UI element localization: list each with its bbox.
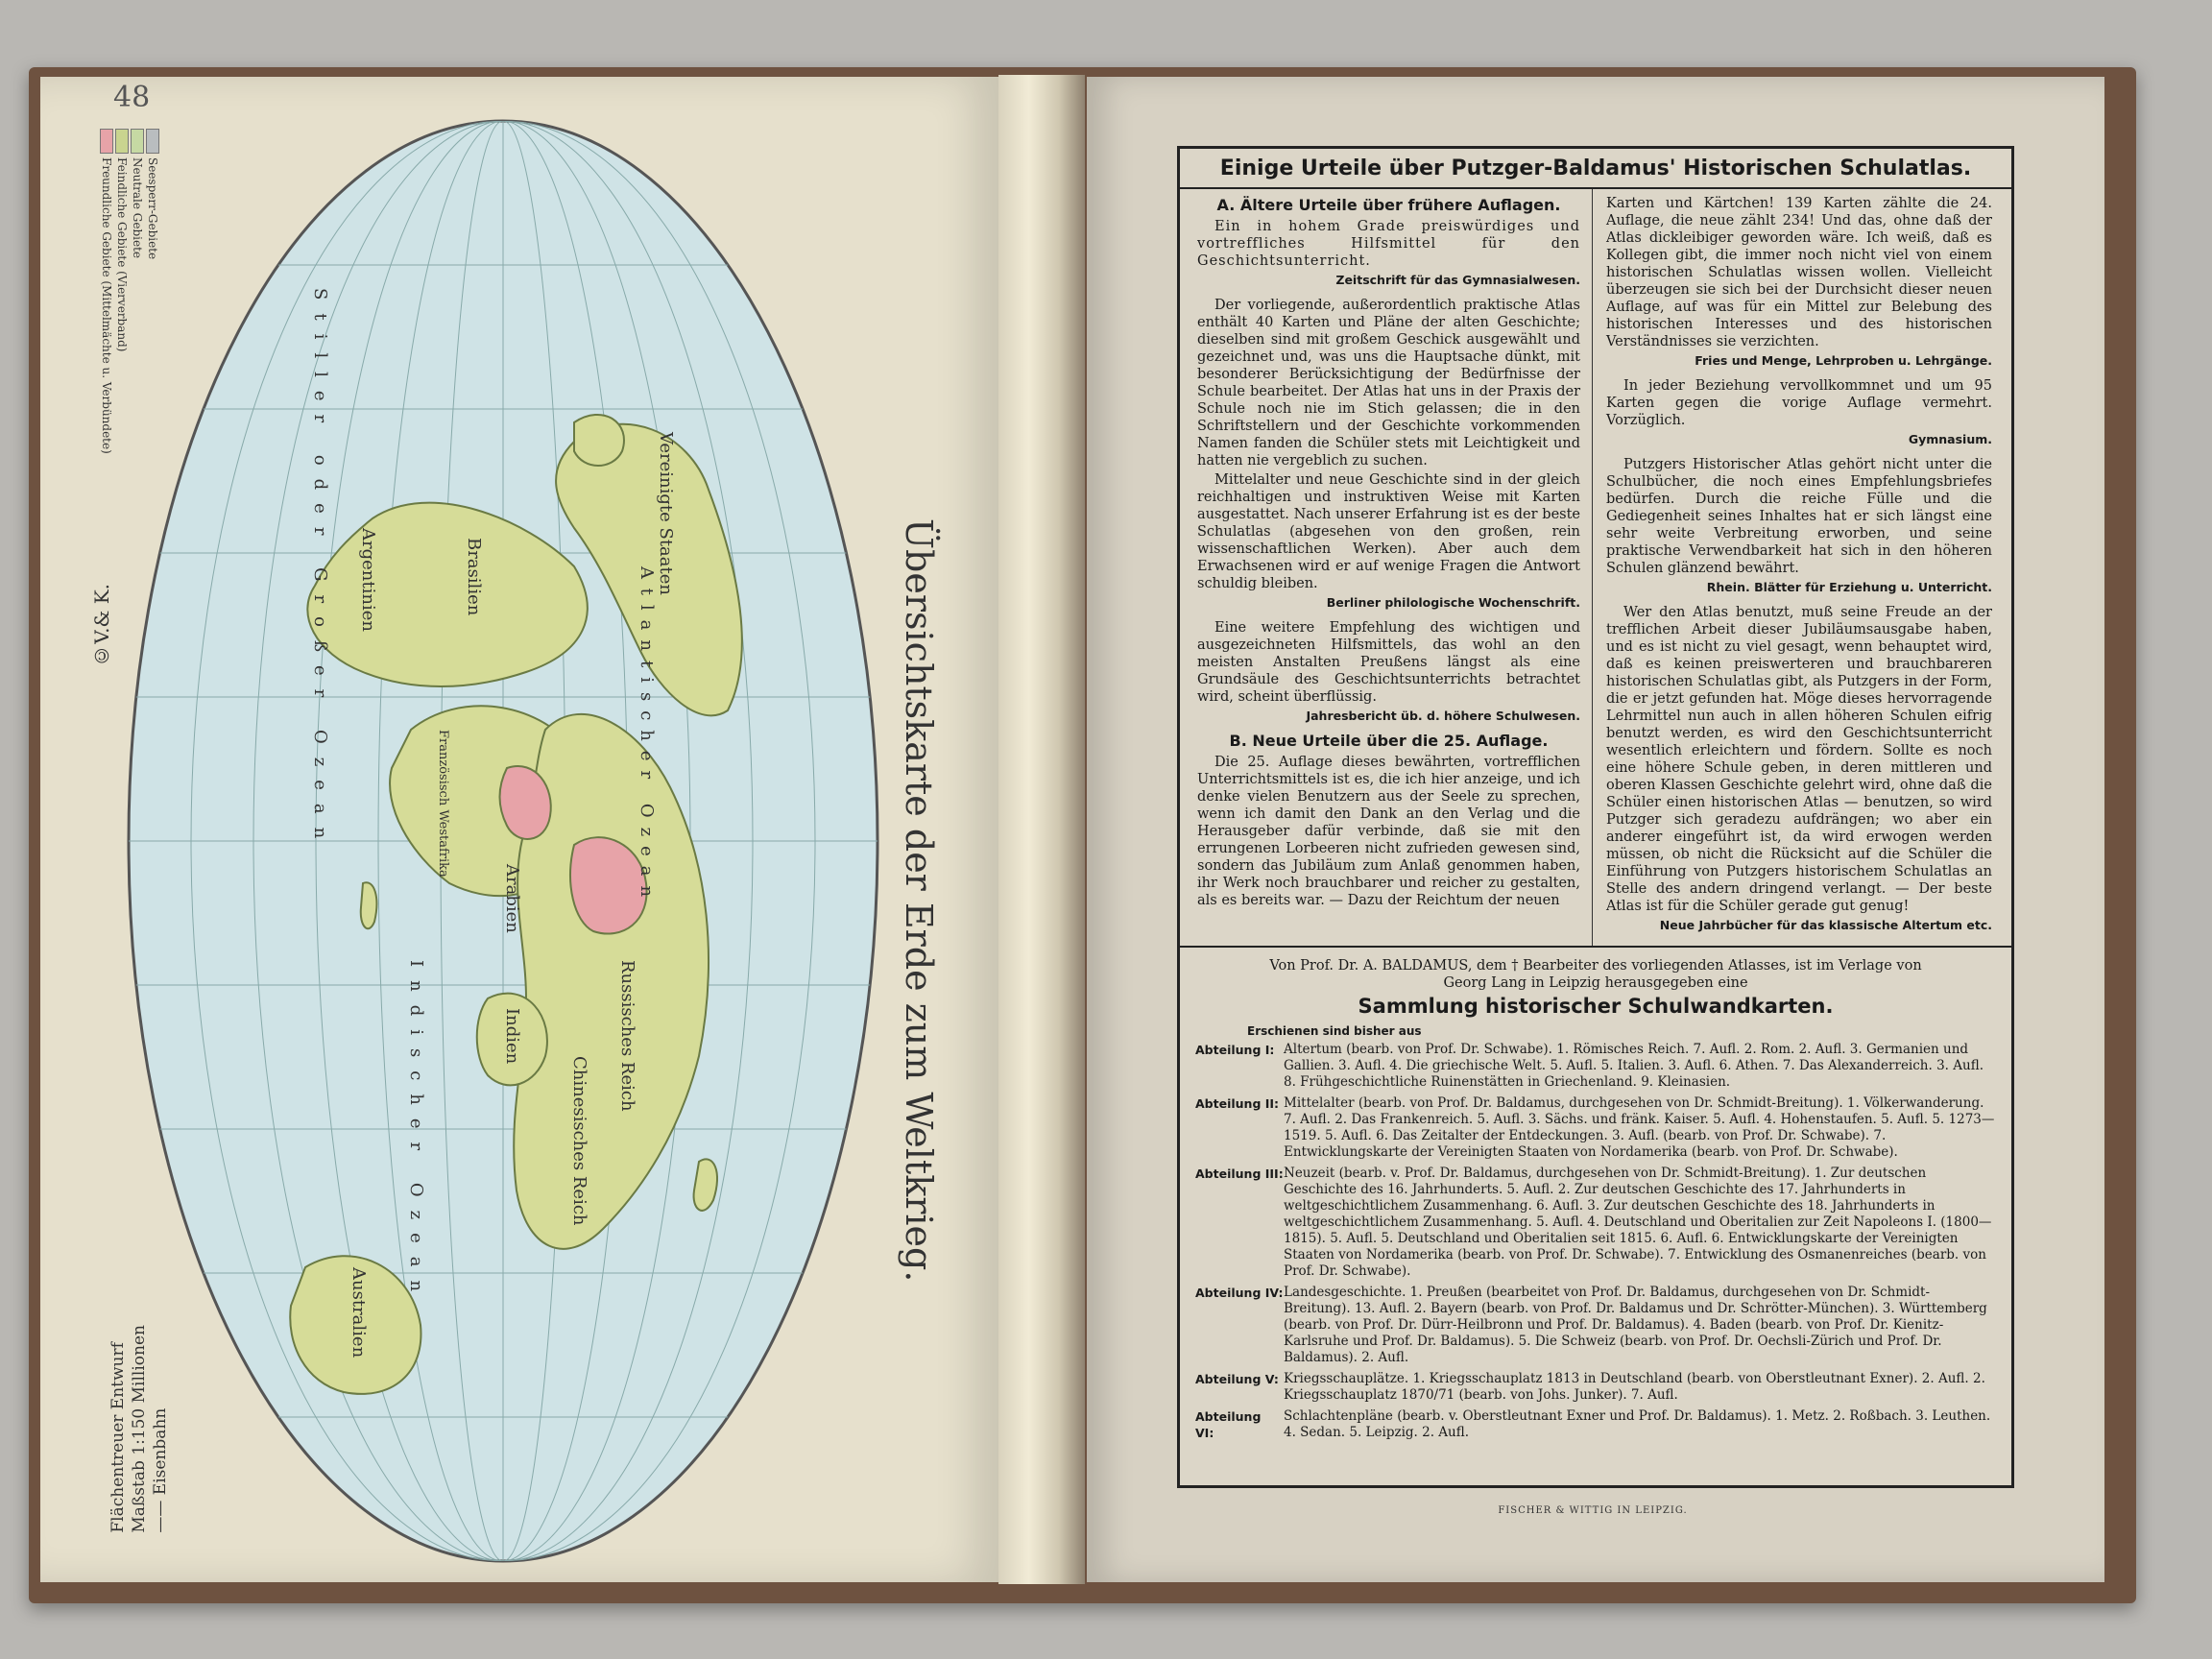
abteilung-entry: [1195, 1285, 1996, 1366]
book-gutter: [998, 75, 1085, 1584]
review-source: Zeitschrift für das Gymnasialwesen.: [1335, 273, 1580, 287]
abteilung-text: Kriegsschauplätze. 1. Kriegsschauplatz 1813 in Deutschland (bearb. von Oberstleutnant Exner). 2. Aufl. 2. Kriegsschauplatz 1870/71 (bearb. von Johs. Junker). 7. Aufl.: [1284, 1371, 1985, 1403]
review-text: Putzgers Historischer Atlas gehört nicht unter die Schulbücher, die noch eines Empfehlungsbriefes bedürfen. Durch die reiche Fülle und die Gediegenheit seines Inhaltes hat er sich längst eine sehr weite Verbreitung erworben, und seine praktische Verwendbarkeit hat sich in den höheren Schulen glänzend bewährt.: [1606, 457, 1992, 576]
abteilung-label: Abteilung II:: [1195, 1096, 1280, 1111]
abteilung-entry: [1195, 1371, 1996, 1404]
map-label: Französisch Westafrika: [436, 730, 450, 878]
published-so-far: Erschienen sind bisher aus: [1247, 1024, 1422, 1038]
legend-swatch: [100, 129, 113, 154]
map-label: Australien: [349, 1267, 369, 1358]
card-title: Einige Urteile über Putzger-Baldamus' Historischen Schulatlas.: [1219, 156, 1972, 180]
map-label: Russisches Reich: [617, 960, 637, 1112]
map-label: Arabien: [502, 864, 522, 933]
scale-line: Flächentreuer Entwurf: [108, 1342, 128, 1533]
wall-maps-section: [1180, 948, 2011, 1455]
review-source: Berliner philologische Wochenschrift.: [1326, 595, 1580, 610]
map-scale-note: [108, 1325, 171, 1533]
abteilung-label: Abteilung III:: [1195, 1166, 1284, 1181]
review-source: Fries und Menge, Lehrproben u. Lehrgänge.: [1695, 353, 1992, 368]
review-text: Wer den Atlas benutzt, muß seine Freude an der trefflichen Arbeit dieser Jubiläumsausgabe haben, und es ist nicht zu viel gesagt, wenn behauptet wird, daß es keinen preiswerteren und brauchbareren historischen Schulatlas gibt, als Putzgers in der Form, die er jetzt gefunden hat. Möge dieses hervorragende Lehrmittel nun auch in allen höheren Schulen eifrig benutzt werden, es wird den Geschichtsunterricht wesentlich erleichtern und fördern. Sollte es noch eine höhere Schule geben, in deren mittleren und oberen Klassen Geschichte gelehrt wird, ohne daß die Schüler einen historischen Atlas — benutzen, so wird Putzger sich geradezu aufdrängen; wo aber ein anderer eingeführt ist, da wird erwogen werden müssen, ob nicht die Rücksicht auf die Schüler die Einführung von Putzgers historischem Schulatlas an Stelle des andern dringend verlangt. — Der beste Atlas ist für die Schüler gerade gut genug!: [1606, 605, 1992, 914]
map-label: Brasilien: [464, 538, 484, 616]
copyright-mark: ©V.& K.: [90, 584, 113, 667]
reviews-right-column: [1593, 189, 2006, 946]
legend-label: Freundliche Gebiete (Mittelmächte u. Verbündete): [100, 157, 113, 454]
publisher-intro: Von Prof. Dr. A. BALDAMUS, dem † Bearbeiter des vorliegenden Atlasses, ist im Verlage von: [1269, 958, 1922, 974]
abteilung-text: Neuzeit (bearb. v. Prof. Dr. Baldamus, durchgesehen von Dr. Schmidt-Breitung). 1. Zur deutschen Geschichte des 16. Jahrhunderts. 5. Aufl. 2. Zur deutschen Geschichte des 17. Jahrhunderts in weltgeschichtlichem Zusammenhang. 6. Aufl. 3. Zur deutschen Geschichte des 18. Jahrhunderts in weltgeschichtlichem Zusammenhang. 5. Aufl. 4. Deutschland und Oberitalien zur Zeit Napoleons I. (1800—1815). 5. Aufl. 5. Deutschland und Oberitalien seit 1815. 6. Aufl. 6. Entwicklungskarte der Vereinigten Staaten von Nordamerika (bearb. von Prof. Dr. Schwabe). 7. Entwicklung des Osmanenreiches (bearb. von Prof. Dr. Schwabe).: [1284, 1166, 1992, 1279]
map-label: Vereinigte Staaten: [656, 432, 676, 595]
map-label: Atlantischer Ozean: [637, 566, 657, 907]
greenland: [574, 415, 624, 466]
review-source: Gymnasium.: [1908, 432, 1992, 446]
review-text: In jeder Beziehung vervollkommnet und um 95 Karten gegen die vorige Auflage vermehrt. Vorzüglich.: [1606, 378, 1992, 428]
map-label: Chinesisches Reich: [569, 1056, 589, 1226]
abteilung-text: Schlachtenpläne (bearb. v. Oberstleutnant Exner und Prof. Dr. Baldamus). 1. Metz. 2. Roßbach. 3. Leuthen. 4. Sedan. 5. Leipzig. 2. Aufl.: [1284, 1408, 1991, 1440]
abteilung-text: Mittelalter (bearb. von Prof. Dr. Baldamus, durchgesehen von Dr. Schmidt-Breitung). 1. Völkerwanderung. 7. Aufl. 2. Das Frankenreich. 5. Aufl. 3. Sächs. und fränk. Kaiser. 5. Aufl. 4. Hohenstaufen. 5. Aufl. 5. 1273—1519. 5. Aufl. 6. Das Zeitalter der Entdeckungen. 3. Aufl. (bearb. von Prof. Dr. Schwabe). 7. Entwicklungskarte der Vereinigten Staaten von Nordamerika (bearb. von Prof. Dr. Schwabe).: [1284, 1095, 1995, 1160]
abteilung-text: Altertum (bearb. von Prof. Dr. Schwabe). 1. Römisches Reich. 7. Aufl. 2. Rom. 2. Aufl. 3. Germanien und Gallien. 3. Aufl. 4. Die griechische Welt. 5. Aufl. 5. Italien. 3. Aufl. 6. Athen. 7. Das Alexanderreich. 3. Aufl. 8. Frühgeschichtliche Ruinenstätten in Griechenland. 9. Kleinasien.: [1284, 1042, 1984, 1090]
legend-label: Neutrale Gebiete: [131, 157, 144, 259]
map-label: Argentinien: [358, 528, 378, 632]
review-source: Neue Jahrbücher für das klassische Altertum etc.: [1659, 918, 1992, 932]
review-text: Ein in hohem Grade preiswürdiges und vortreffliches Hilfsmittel für den Geschichtsunterricht.: [1197, 219, 1580, 269]
abteilung-entry: [1195, 1408, 1996, 1441]
map-label: Indien: [502, 1008, 522, 1065]
scale-line: Maßstab 1:150 Millionen: [130, 1325, 149, 1533]
section-heading: A. Ältere Urteile über frühere Auflagen.: [1216, 196, 1561, 214]
map-label: Stiller oder Großer Ozean: [310, 288, 330, 853]
review-text: Die 25. Auflage dieses bewährten, vortrefflichen Unterrichtsmittels ist es, die ich hier anzeige, und ich denke vielen Benutzern aus der Seele zu sprechen, wenn ich damit den Dank an den Verlag und die Herausgeber dafür verbinde, daß sie mit den errungenen Lorbeeren nicht zufrieden gewesen sind, sondern das Jubiläum zum Anlaß genommen haben, ihr Werk noch brauchbarer und reicher zu gestalten, als es bereits war. — Dazu der Reichtum der neuen: [1197, 755, 1580, 908]
legend-item: [101, 129, 112, 454]
scale-line: —— Eisenbahn: [151, 1407, 170, 1533]
abteilung-label: Abteilung V:: [1195, 1372, 1279, 1386]
abteilung-label: Abteilung IV:: [1195, 1286, 1284, 1300]
reviews-card: [1177, 146, 2014, 1488]
map-title: Übersichtskarte der Erde zum Weltkrieg.: [898, 518, 940, 1283]
abteilung-label: Abteilung I:: [1195, 1043, 1275, 1057]
review-text: Eine weitere Empfehlung des wichtigen und ausgezeichneten Hilfsmittels, das wohl an den meisten Anstalten Preußens längst als eine Grundsäule des Geschichtsunterrichts betrachtet wird, scheint überflüssig.: [1197, 620, 1580, 705]
abteilung-text: Landesgeschichte. 1. Preußen (bearbeitet von Prof. Dr. Baldamus, durchgesehen von Dr. Schmidt-Breitung). 13. Aufl. 2. Bayern (bearb. von Prof. Dr. Baldamus und Dr. Schrötter-München). 3. Württemberg (bearb. von Prof. Dr. Dürr-Heilbronn und Prof. Dr. Baldamus). 4. Baden (bearb. von Prof. Dr. Kienitz-Karlsruhe und Prof. Dr. Baldamus). 5. Die Schweiz (bearb. von Prof. Dr. Oechsli-Zürich und Prof. Dr. Baldamus). 2. Aufl.: [1284, 1285, 1987, 1365]
page-number: 48: [113, 81, 151, 114]
publisher-intro: Georg Lang in Leipzig herausgegeben eine: [1443, 975, 1748, 991]
madagascar: [361, 882, 377, 928]
abteilung-entry: [1195, 1095, 1996, 1161]
legend-label: Feindliche Gebiete (Vierverband): [115, 157, 129, 352]
world-map: [123, 115, 883, 1567]
reviews-left-column: [1180, 189, 1593, 946]
abteilung-entry: [1195, 1166, 1996, 1280]
review-text: Mittelalter und neue Geschichte sind in der gleich reichhaltigen und instruktiven Weise mit Karten ausgestattet. Nach unserer Erfahrung ist es der beste Schulatlas (abgesehen von den großen, rein wissenschaftlichen Werken). Aber auch dem Erwachsenen wird er auf wenige Fragen die Antwort schuldig bleiben.: [1197, 472, 1580, 591]
printer-imprint: FISCHER & WITTIG IN LEIPZIG.: [1498, 1505, 1688, 1516]
section-heading: B. Neue Urteile über die 25. Auflage.: [1229, 732, 1549, 750]
abteilung-label: Abteilung VI:: [1195, 1409, 1262, 1440]
collection-title: Sammlung historischer Schulwandkarten.: [1358, 995, 1834, 1018]
reviews-columns: [1180, 189, 2011, 946]
map-label: Indischer Ozean: [406, 960, 426, 1306]
review-text: Der vorliegende, außerordentlich praktische Atlas enthält 40 Karten und Pläne der alten Geschichte; dieselben sind mit großem Geschick ausgewählt und gezeichnet und, was uns die Hauptsache dünkt, mit besonderer Berücksichtigung der Bedürfnisse der Schule bearbeitet. Der Atlas hat uns in der Praxis der Schule noch nie im Stich gelassen; die in den Schriftstellern und der Geschichte vorkommenden Namen fanden die Schüler stets mit Leichtigkeit und hatten nie vergeblich zu suchen.: [1197, 298, 1580, 469]
review-text: Karten und Kärtchen! 139 Karten zählte die 24. Auflage, die neue zählt 234! Und das, ohne daß der Atlas dickleibiger geworden wäre. Ich weiß, daß es Kollegen gibt, die immer noch nicht viel von einem historischen Schulatlas wissen wollen. Vielleicht überzeugen sie sich bei der Durchsicht dieser neuen Auflage, auf was für ein Mittel zur Belebung des historischen Interesses und des historischen Verständnisses sie verzichten.: [1606, 196, 1992, 349]
review-source: Jahresbericht üb. d. höhere Schulwesen.: [1306, 709, 1580, 723]
review-source: Rhein. Blätter für Erziehung u. Unterricht.: [1706, 580, 1992, 594]
abteilung-entry: [1195, 1042, 1996, 1091]
legend-label: Seesperr-Gebiete: [146, 157, 159, 260]
